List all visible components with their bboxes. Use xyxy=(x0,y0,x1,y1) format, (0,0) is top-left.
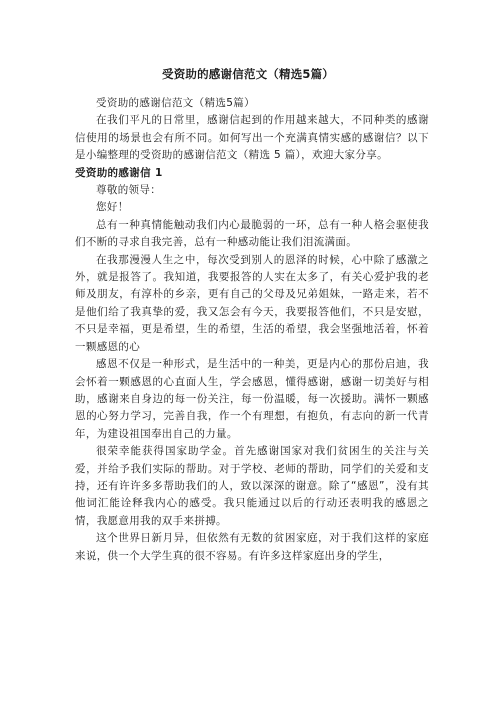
letter-paragraph: 总有一种真情能触动我们内心最脆弱的一环，总有一种人格会驱使我们不断的寻求自我完善，总有一种感动能让我们泪流满面。 xyxy=(75,218,429,249)
letter-paragraph: 这个世界日新月异，但依然有无数的贫困家庭，对于我们这样的家庭来说，供一个大学生真的很不容易。有许多这样家庭出身的学生， xyxy=(75,532,429,562)
letter-paragraph: 很荣幸能获得国家助学金。首先感谢国家对我们贫困生的关注与关爱，并给予我们实际的帮助。对于学校、老师的帮助，同学们的关爱和支持，还有许许多多帮助我们的人，致以深深的谢意。除了“感恩”，没有其他词汇能诠释我内心的感受。我只能通过以后的行动还表明我的感恩之情，我愿意用我的双手来拼搏。 xyxy=(75,445,429,527)
document-title: 受资助的感谢信范文（精选5篇） xyxy=(162,67,334,81)
letter-greeting: 您好！ xyxy=(96,201,129,214)
section-heading: 受资助的感谢信 1 xyxy=(75,166,163,179)
document-body xyxy=(75,95,429,565)
intro-title-line: 受资助的感谢信范文（精选5篇） xyxy=(96,97,255,109)
letter-paragraph: 感恩不仅是一种形式，是生活中的一种美，更是内心的那份启迪，我会怀着一颗感恩的心直面人生，学会感恩，懂得感谢，感谢一切美好与相助，感谢来自身边的每一份关注，每一份温暖，每一次援助。满怀一颗感恩的心努力学习，完善自我，作一个有理想，有抱负，有志向的新一代青年，为建设祖国奉出自己的力量。 xyxy=(75,358,429,440)
intro-paragraph: 在我们平凡的日常里，感谢信起到的作用越来越大，不同种类的感谢信使用的场景也会有所不同。如何写出一个充满真情实感的感谢信？以下是小编整理的受资助的感谢信范文（精选 5 篇），欢迎大家分享。 xyxy=(75,114,429,162)
letter-paragraph: 在我那漫漫人生之中，每次受到别人的恩泽的时候，心中除了感激之外，就是报答了。我知道，我要报答的人实在太多了，有关心爱护我的老师及朋友，有淳朴的乡亲，更有自己的父母及兄弟姐妹，一路走来，若不是他们给了我真挚的爱，我又怎会有今天，我要报答他们，不只是安慰，不只是幸福，更是希望，生的希望，生活的希望，我会坚强地活着，怀着一颗感恩的心 xyxy=(75,253,429,353)
letter-salutation: 尊敬的领导： xyxy=(96,184,162,197)
